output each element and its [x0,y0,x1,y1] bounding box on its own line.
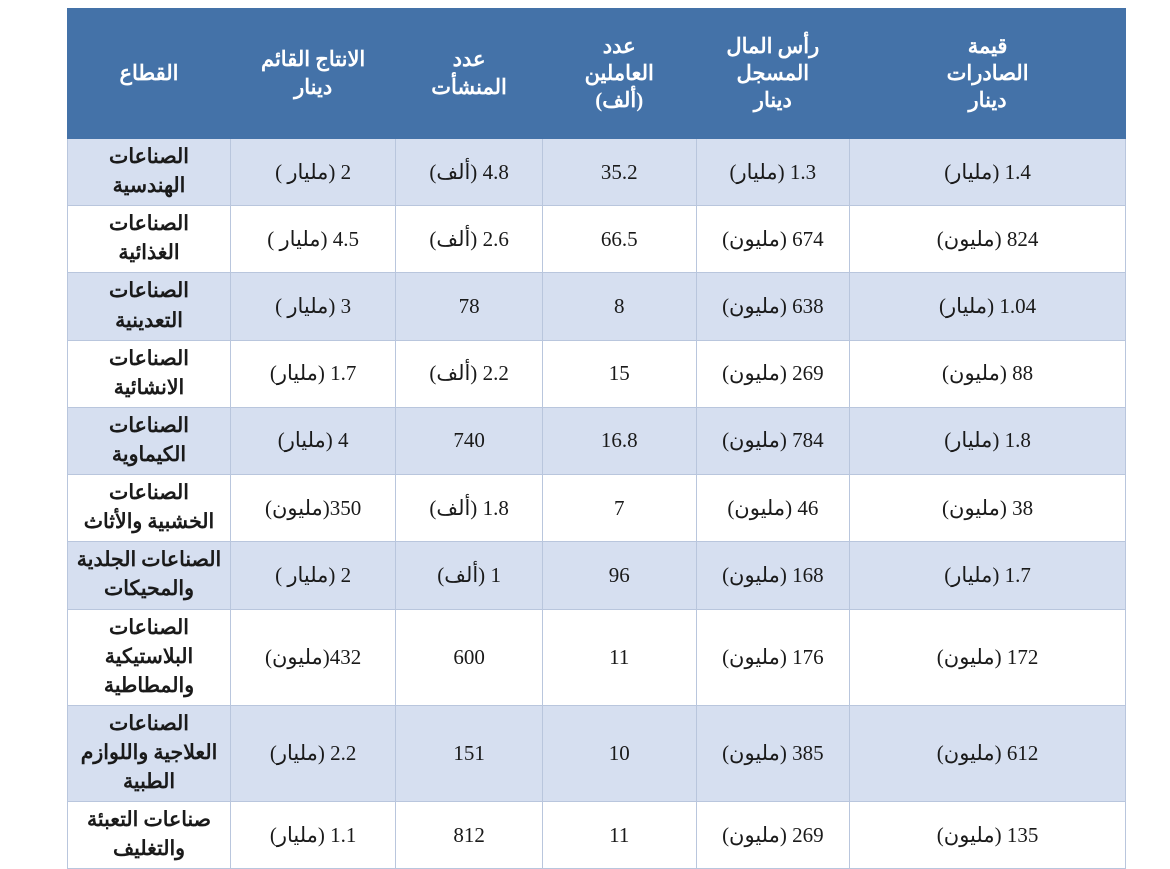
cell-sector: الصناعات الخشبية والأثاث [68,475,231,542]
cell-sector: الصناعات الكيماوية [68,407,231,474]
cell-sector: الصناعات البلاستيكية والمطاطية [68,609,231,705]
cell-establishments: 2.6 (ألف) [396,206,543,273]
table-row [68,609,1126,705]
cell-exports: 1.8 (مليار) [850,407,1126,474]
cell-capital: 269 (مليون) [696,802,850,869]
cell-establishments: 600 [396,609,543,705]
cell-workers: 35.2 [542,139,696,206]
cell-exports: 824 (مليون) [850,206,1126,273]
cell-production: 432(مليون) [231,609,396,705]
cell-capital: 674 (مليون) [696,206,850,273]
cell-establishments: 1.8 (ألف) [396,475,543,542]
cell-exports: 38 (مليون) [850,475,1126,542]
cell-workers: 66.5 [542,206,696,273]
cell-establishments: 4.8 (ألف) [396,139,543,206]
column-header-production: الانتاج القائم دينار [231,9,396,139]
cell-capital: 784 (مليون) [696,407,850,474]
cell-production: 2 (مليار ) [231,542,396,609]
cell-production: 1.1 (مليار) [231,802,396,869]
table-row [68,802,1126,869]
cell-production: 2 (مليار ) [231,139,396,206]
column-header-capital: رأس المال المسجل دينار [696,9,850,139]
cell-capital: 176 (مليون) [696,609,850,705]
cell-workers: 8 [542,273,696,340]
cell-establishments: 151 [396,705,543,801]
cell-capital: 385 (مليون) [696,705,850,801]
table-row [68,705,1126,801]
cell-exports: 1.04 (مليار) [850,273,1126,340]
table-row [68,475,1126,542]
cell-sector: الصناعات الانشائية [68,340,231,407]
cell-establishments: 2.2 (ألف) [396,340,543,407]
cell-exports: 1.7 (مليار) [850,542,1126,609]
table-body [68,139,1126,869]
table-row [68,139,1126,206]
table-row [68,340,1126,407]
cell-sector: الصناعات الجلدية والمحيكات [68,542,231,609]
column-header-exports: قيمة الصادرات دينار [850,9,1126,139]
cell-workers: 10 [542,705,696,801]
column-header-workers: عدد العاملين (ألف) [542,9,696,139]
cell-capital: 46 (مليون) [696,475,850,542]
table-row [68,206,1126,273]
cell-production: 2.2 (مليار) [231,705,396,801]
cell-capital: 638 (مليون) [696,273,850,340]
column-header-sector: القطاع [68,9,231,139]
table-row [68,542,1126,609]
cell-production: 4.5 (مليار ) [231,206,396,273]
cell-production: 3 (مليار ) [231,273,396,340]
cell-establishments: 78 [396,273,543,340]
cell-exports: 1.4 (مليار) [850,139,1126,206]
cell-workers: 7 [542,475,696,542]
cell-workers: 16.8 [542,407,696,474]
cell-production: 4 (مليار) [231,407,396,474]
cell-capital: 168 (مليون) [696,542,850,609]
column-header-establishments: عدد المنشأت [396,9,543,139]
table-row [68,407,1126,474]
cell-establishments: 1 (ألف) [396,542,543,609]
cell-exports: 135 (مليون) [850,802,1126,869]
cell-sector: الصناعات العلاجية واللوازم الطبية [68,705,231,801]
table-header [68,9,1126,139]
cell-workers: 11 [542,609,696,705]
cell-sector: الصناعات الهندسية [68,139,231,206]
cell-sector: صناعات التعبئة والتغليف [68,802,231,869]
cell-establishments: 812 [396,802,543,869]
table-header-row [68,9,1126,139]
cell-establishments: 740 [396,407,543,474]
cell-exports: 88 (مليون) [850,340,1126,407]
table-row [68,273,1126,340]
cell-exports: 612 (مليون) [850,705,1126,801]
cell-sector: الصناعات الغذائية [68,206,231,273]
cell-capital: 269 (مليون) [696,340,850,407]
industrial-sectors-table [67,8,1126,869]
cell-workers: 96 [542,542,696,609]
cell-capital: 1.3 (مليار) [696,139,850,206]
cell-production: 1.7 (مليار) [231,340,396,407]
cell-workers: 11 [542,802,696,869]
cell-production: 350(مليون) [231,475,396,542]
cell-sector: الصناعات التعدينية [68,273,231,340]
cell-workers: 15 [542,340,696,407]
cell-exports: 172 (مليون) [850,609,1126,705]
